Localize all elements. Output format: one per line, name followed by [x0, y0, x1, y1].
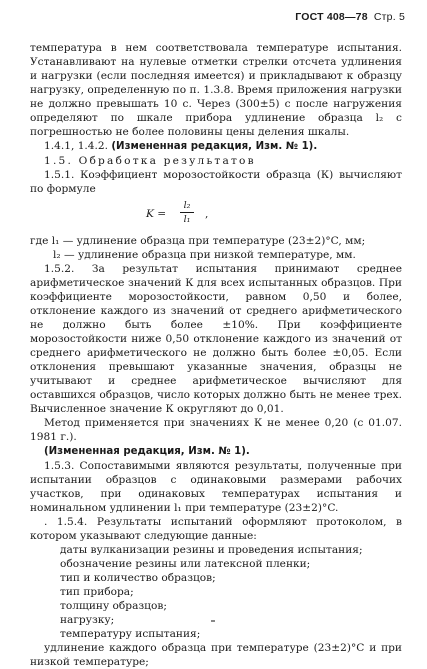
paragraph-coefficient: 1.5.1. Коэффициент морозостойкости образца (К) вычисляют по формуле: [30, 169, 402, 195]
formula: [30, 198, 402, 232]
paragraph-comparable: 1.5.3. Сопоставимыми являются результаты, полученные при испытании образцов с одинаковыми размерами рабочих участков, при одинаковых температурах испытания и номинальном удлинении l₁ при температуре (23±2)°C.: [30, 460, 402, 514]
amendment-note: (Измененная редакция, Изм. № 1).: [111, 141, 318, 152]
standard-number: ГОСТ 408—78: [295, 11, 368, 23]
formula-fraction: [180, 200, 194, 225]
list-item: нагрузку;: [60, 614, 115, 626]
paragraph-continuation: температура в нем соответствовала температуре испытания. Устанавливают на нулевые отметки стрелки отсчета удлинения и нагрузки (если последняя имеется) и прикладывают к образцу нагрузку, определенную по п. 1.3.8. Время приложения нагрузки не должно превышать 10 с. Через (300±5) с после нагружения определяют по шкале прибора удлинение образца l₂ с погрешностью не более половины цены деления шкалы.: [30, 42, 402, 138]
clause-numbers: 1.4.1, 1.4.2.: [44, 140, 109, 152]
paragraph-elongation: удлинение каждого образца при температуре (23±2)°C и при низкой температуре;: [30, 642, 402, 668]
list-item: обозначение резины или латексной пленки;: [60, 558, 311, 570]
formula-denominator: l₁: [183, 214, 191, 225]
legend-line-1: где l₁ — удлинение образца при температуре (23±2)°C, мм;: [30, 235, 366, 247]
document-body: [30, 41, 402, 669]
list-item: тип прибора;: [60, 586, 134, 598]
formula-lhs: K =: [146, 208, 167, 220]
protocol-list: [30, 543, 402, 641]
legend-line-2: l₂ — удлинение образца при низкой температуре, мм.: [53, 249, 356, 261]
formula-comma: ,: [205, 208, 209, 220]
amendment-note: (Измененная редакция, Изм. № 1).: [44, 446, 250, 457]
page-number: Стр. 5: [373, 11, 405, 23]
list-item: тип и количество образцов;: [60, 572, 216, 584]
list-item: даты вулканизации резины и проведения испытания;: [60, 544, 363, 556]
section-heading: 1.5. Обработка результатов: [44, 155, 256, 167]
formula-legend: [30, 234, 402, 262]
paragraph-result: 1.5.2. За результат испытания принимают среднее арифметическое значений К для всех испытанных образцов. При коэффициенте морозостойкости, равном 0,50 и более, отклонение каждого из значений от среднего арифметического не должно быть более ±10%. При коэффициенте морозостойкости ниже 0,50 отклонение каждого из значений от среднего арифметического не должно быть более ±0,05. Если отклонения превышают указанные значения, образцы не учитывают и среднее арифметическое вычисляют для оставшихся образцов, число которых должно быть не менее трех. Вычисленное значение К округляют до 0,01.: [30, 263, 402, 415]
scan-mark: [211, 620, 215, 622]
paragraph-protocol: . 1.5.4. Результаты испытаний оформляют протоколом, в котором указывают следующие данные:: [30, 516, 402, 542]
list-item: толщину образцов;: [60, 600, 167, 612]
list-item: температуру испытания;: [60, 628, 201, 640]
paragraph-amendment-2: [30, 444, 402, 459]
paragraph-method: Метод применяется при значениях К не менее 0,20 (с 01.07. 1981 г.).: [30, 417, 402, 443]
formula-numerator: l₂: [183, 200, 191, 211]
fraction-bar: [180, 212, 194, 213]
paragraph-amendment-1: [30, 139, 402, 154]
page-header: [295, 11, 405, 23]
